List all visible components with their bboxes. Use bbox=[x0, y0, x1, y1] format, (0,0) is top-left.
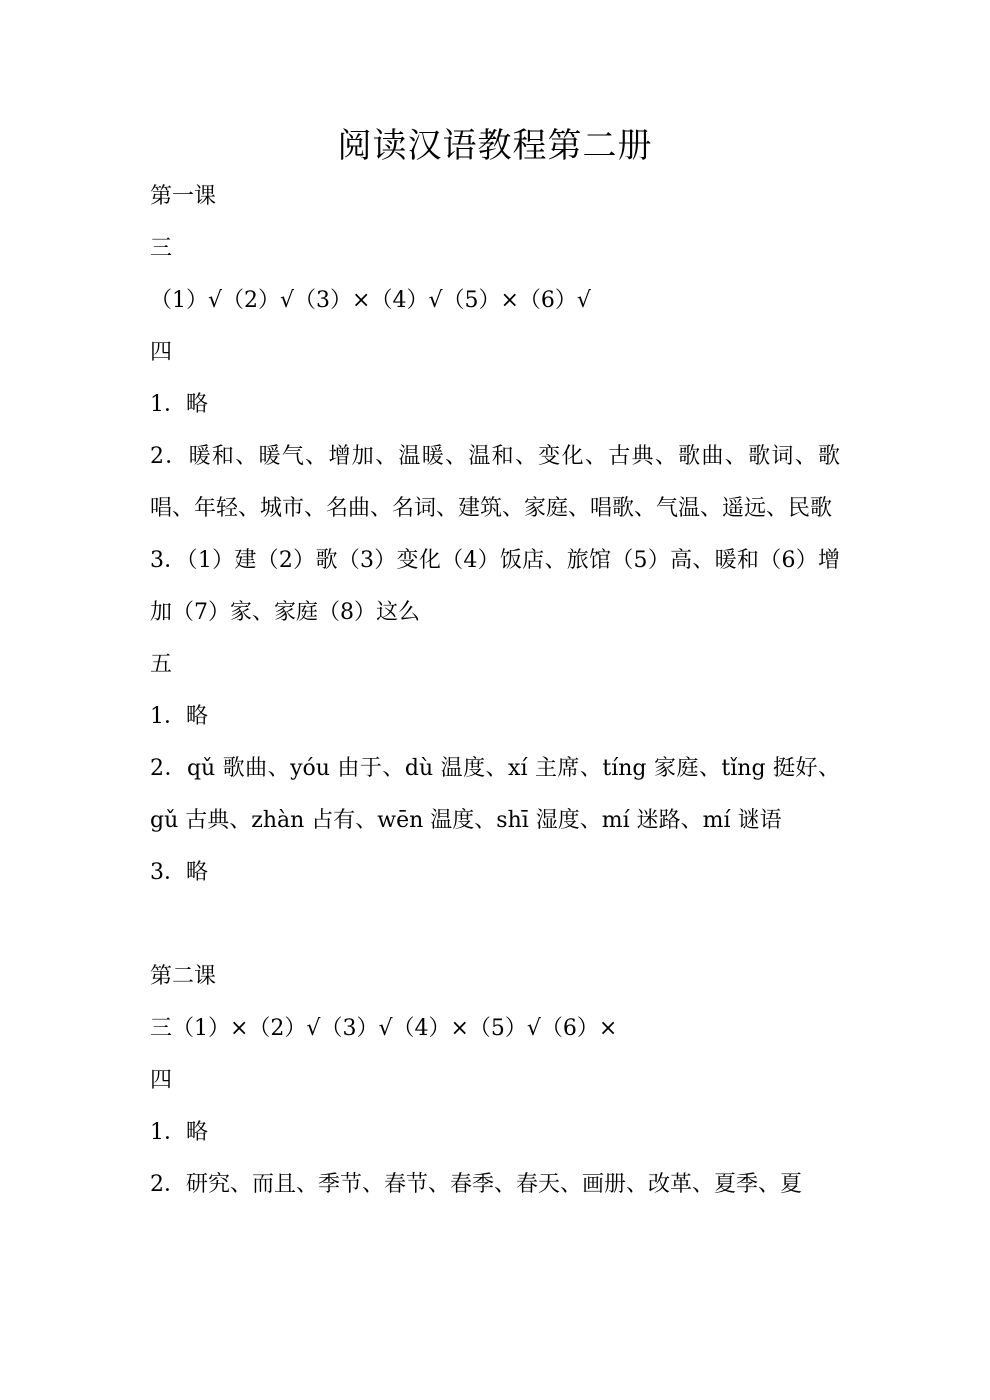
lesson-1-section-4-item-2: 2．暖和、暖气、增加、温暖、温和、变化、古典、歌曲、歌词、歌唱、年轻、城市、名曲、名词、建筑、家庭、唱歌、气温、遥远、民歌 bbox=[150, 444, 840, 521]
document-body bbox=[150, 171, 840, 1211]
document-title: 阅读汉语教程第二册 bbox=[337, 126, 653, 166]
lesson-1-section-3-heading: 三 bbox=[150, 236, 173, 261]
lesson-2-heading: 第二课 bbox=[150, 964, 217, 989]
lesson-1-section-3-answers: （1）√（2）√（3）×（4）√（5）×（6）√ bbox=[150, 288, 591, 313]
lesson-1-heading: 第一课 bbox=[150, 184, 217, 209]
lesson-2-section-4-heading: 四 bbox=[150, 1068, 173, 1093]
lesson-2-section-3-answers: 三（1）×（2）√（3）√（4）×（5）√（6）× bbox=[150, 1016, 618, 1041]
section-spacer bbox=[150, 899, 840, 951]
lesson-1-section-4-heading: 四 bbox=[150, 340, 173, 365]
lesson-1-section-5-item-2: 2．qǔ 歌曲、yóu 由于、dù 温度、xí 主席、tíng 家庭、tǐng 挺好、gǔ 古典、zhàn 占有、wēn 温度、shī 湿度、mí 迷路、mí 谜语 bbox=[150, 756, 840, 833]
lesson-1-section-4-item-1: 1．略 bbox=[150, 392, 208, 417]
lesson-2-section-4-item-2: 2．研究、而且、季节、春节、春季、春天、画册、改革、夏季、夏 bbox=[150, 1172, 802, 1197]
lesson-1-section-5-item-3: 3．略 bbox=[150, 860, 208, 885]
lesson-1-section-5-item-1: 1．略 bbox=[150, 704, 208, 729]
lesson-1-section-5-heading: 五 bbox=[150, 652, 173, 677]
lesson-2-section-4-item-1: 1．略 bbox=[150, 1120, 208, 1145]
lesson-1-section-4-item-3: 3．（1）建（2）歌（3）变化（4）饭店、旅馆（5）高、暖和（6）增加（7）家、家庭（8）这么 bbox=[150, 548, 840, 625]
